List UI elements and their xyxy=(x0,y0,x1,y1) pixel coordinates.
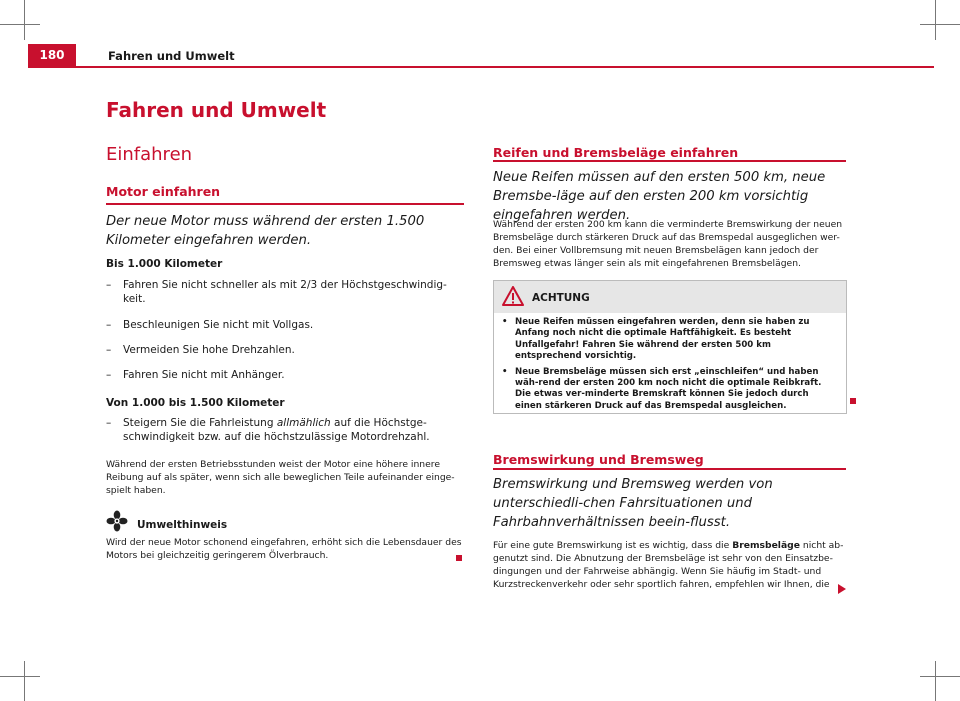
emphasis-text: allmählich xyxy=(276,417,331,429)
warning-body xyxy=(502,317,838,416)
bullet: • xyxy=(502,317,508,327)
dash-marker: – xyxy=(106,417,112,429)
list-item xyxy=(106,368,466,382)
section-title-brake-effect: Bremswirkung und Bremsweg xyxy=(493,452,704,467)
warning-triangle-icon xyxy=(502,286,524,306)
list-item xyxy=(106,343,466,357)
bullet: • xyxy=(502,366,508,377)
warning-item xyxy=(502,367,838,413)
body-text: Während der ersten 200 km kann die verminderte Bremswirkung der neuen Bremsbeläge durch stärkeren Druck auf das Bremspedal ausgeglichen wer-den. Bei einer Vollbremsung mit neuen Bremsbelägen kann jedoch der Bremsweg etwas länger sein als mit eingefahrenen Bremsbelägen. xyxy=(493,219,843,269)
section-rule xyxy=(493,160,846,162)
warning-item-text: Neue Bremsbeläge müssen sich erst „einschleifen“ und haben wäh-rend der ersten 200 km noch nicht die optimale Reibkraft. Die etwas ver-minderte Bremskraft können Sie jedoch durch einen stärkeren Druck auf das Bremspedal ausgleichen. xyxy=(515,366,822,411)
dash-marker: – xyxy=(106,344,112,356)
crop-mark xyxy=(0,676,40,677)
note-text: Während der ersten Betriebsstunden weist der Motor eine höhere innere Reibung auf als später, wenn sich alle beweglichen Teile aufeinander einge-spielt haben. xyxy=(106,459,455,496)
list-item-text: Vermeiden Sie hohe Drehzahlen. xyxy=(123,344,295,356)
bold-text: Bremsbeläge xyxy=(732,540,800,551)
section-title: Einfahren xyxy=(106,144,193,165)
dash-marker: – xyxy=(106,279,112,291)
warning-box xyxy=(493,280,847,414)
section-end-square xyxy=(456,555,462,561)
text-run: Für eine gute Bremswirkung ist es wichtig, dass die xyxy=(493,540,733,551)
list-item-text xyxy=(106,416,466,444)
page-number: 180 xyxy=(28,44,76,66)
subsection-rule xyxy=(106,203,464,205)
text-run: nicht ab-genutzt sind. Die Abnutzung der Bremsbeläge ist sehr von den Einsatzbe-dingungen und der Fahrweise abhängig. Wenn Sie häufig im Stadt- und Kurzstreckenverkehr oder sehr sportlich fahren, empfehlen wir Ihnen, die xyxy=(493,540,844,590)
lead-text: Bremswirkung und Bremsweg werden von unterschiedli-chen Fahrsituationen und Fahrbahnverhältnissen beein-flusst. xyxy=(493,477,773,530)
env-note-title: Umwelthinweis xyxy=(137,519,228,531)
body-text xyxy=(493,539,848,591)
list-item xyxy=(106,318,466,332)
lead-text: Neue Reifen müssen auf den ersten 500 km, neue Bremsbe-läge auf den ersten 200 km vorsichtig eingefahren werden. xyxy=(493,170,826,223)
warning-title: ACHTUNG xyxy=(532,292,590,304)
chapter-title: Fahren und Umwelt xyxy=(106,98,327,122)
dash-marker: – xyxy=(106,319,112,331)
section-title-tyres-brakes: Reifen und Bremsbeläge einfahren xyxy=(493,145,739,160)
section-end-square xyxy=(850,398,856,404)
list-item-text: Beschleunigen Sie nicht mit Vollgas. xyxy=(123,319,314,331)
crop-mark xyxy=(24,661,25,701)
list-item-text: Fahren Sie nicht schneller als mit 2/3 der Höchstgeschwindig-keit. xyxy=(123,279,447,305)
list-item xyxy=(106,416,466,444)
crop-mark xyxy=(935,661,936,701)
lead-text: Der neue Motor muss während der ersten 1.500 Kilometer eingefahren werden. xyxy=(106,214,425,248)
crop-mark xyxy=(0,24,40,25)
arrow-right-icon xyxy=(838,579,846,589)
text-run: auf die Höchstge-schwindigkeit bzw. auf die höchstzulässige Motordrehzahl. xyxy=(123,417,430,443)
crop-mark xyxy=(920,24,960,25)
warning-header xyxy=(494,281,846,313)
crop-mark xyxy=(935,0,936,40)
flower-icon xyxy=(106,510,128,532)
list-item xyxy=(106,278,466,306)
running-header: Fahren und Umwelt xyxy=(108,49,235,63)
group1-label: Bis 1.000 Kilometer xyxy=(106,258,223,270)
subsection-title: Motor einfahren xyxy=(106,184,221,199)
section-rule xyxy=(493,468,846,470)
dash-marker: – xyxy=(106,369,112,381)
env-note-text: Wird der neue Motor schonend eingefahren, erhöht sich die Lebensdauer des Motors bei gleichzeitig geringerem Ölverbrauch. xyxy=(106,537,462,561)
warning-item-text: Neue Reifen müssen eingefahren werden, denn sie haben zu Anfang noch nicht die optimale Haftfähigkeit. Es besteht Unfallgefahr! Fahren Sie während der ersten 500 km entsprechend vorsichtig. xyxy=(515,317,810,362)
warning-item xyxy=(502,317,838,363)
text-run: Steigern Sie die Fahrleistung xyxy=(123,417,277,429)
header-rule xyxy=(28,66,934,68)
crop-mark xyxy=(24,0,25,40)
group2-label: Von 1.000 bis 1.500 Kilometer xyxy=(106,397,285,409)
list-item-text: Fahren Sie nicht mit Anhänger. xyxy=(123,369,285,381)
crop-mark xyxy=(920,676,960,677)
